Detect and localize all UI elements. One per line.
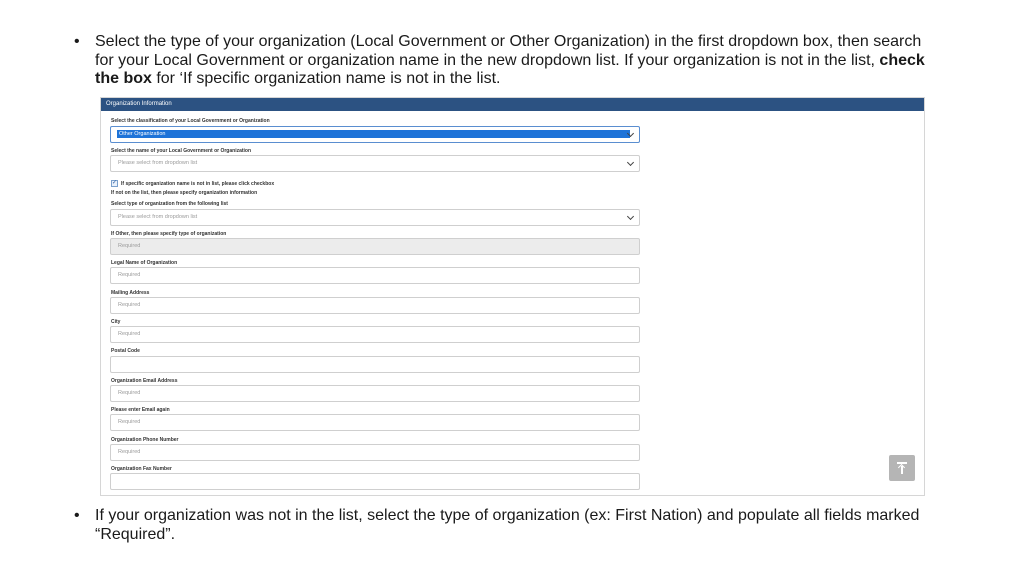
instruction-text-1-end: for ‘If specific organization name is not in the list. [151, 70, 501, 87]
org-name-select[interactable] [110, 155, 640, 172]
instruction-emphasis: check the box [95, 51, 925, 87]
org-name-label: Select the name of your Local Government or Organization [111, 148, 252, 154]
org-type-label: Select type of organization from the following list [111, 201, 228, 207]
chevron-down-icon [627, 159, 634, 166]
fax-input[interactable] [110, 473, 640, 490]
city-input[interactable]: Required [110, 326, 640, 343]
not-listed-checkbox-label: If specific organization name is not in list, please click checkbox [121, 181, 275, 187]
instruction-text-1 [95, 33, 944, 89]
arrow-up-to-top-icon [897, 462, 907, 464]
phone-label: Organization Phone Number [111, 437, 179, 443]
org-name-placeholder: Please select from dropdown list [118, 160, 198, 166]
arrow-head [898, 464, 905, 471]
panel-header: Organization Information [101, 98, 924, 111]
org-type-select[interactable] [110, 209, 640, 226]
email-input[interactable]: Required [110, 385, 640, 402]
not-listed-note: If not on the list, then please specify organization information [111, 190, 258, 196]
bullet-dot: • [74, 507, 80, 524]
other-type-input[interactable]: Required [110, 238, 640, 255]
email-again-label: Please enter Email again [111, 407, 170, 413]
not-listed-checkbox[interactable]: ✓ [112, 180, 118, 186]
bullet-dot: • [74, 33, 80, 50]
email-again-input[interactable]: Required [110, 414, 640, 431]
mailing-address-label: Mailing Address [111, 290, 150, 296]
instruction-bullet-1 [74, 33, 944, 89]
org-type-placeholder: Please select from dropdown list [118, 214, 198, 220]
email-label: Organization Email Address [111, 378, 178, 384]
legal-name-input[interactable]: Required [110, 267, 640, 284]
city-label: City [111, 319, 121, 325]
postal-code-label: Postal Code [111, 348, 140, 354]
classification-select[interactable] [110, 126, 640, 143]
legal-name-label: Legal Name of Organization [111, 260, 178, 266]
fax-label: Organization Fax Number [111, 466, 172, 472]
instruction-bullet-2 [74, 507, 944, 544]
classification-selected-value: Other Organization [117, 130, 630, 138]
postal-code-input[interactable] [110, 356, 640, 373]
other-type-label: If Other, then please specify type of organization [111, 231, 227, 237]
instruction-text-2: If your organization was not in the list, select the type of organization (ex: First Nation) and populate all fields marked “Required”. [95, 507, 920, 543]
instruction-text-1-start: Select the type of your organization (Local Government or Other Organization) in the first dropdown box, then search for your Local Government or organization name in the new dropdown list. If your organization is not in the list, [95, 33, 922, 69]
mailing-address-input[interactable]: Required [110, 297, 640, 314]
organization-form-panel [100, 97, 925, 496]
phone-input[interactable]: Required [110, 444, 640, 461]
chevron-down-icon [627, 213, 634, 220]
classification-label: Select the classification of your Local Government or Organization [111, 118, 270, 124]
scroll-to-top-button[interactable] [889, 455, 915, 481]
